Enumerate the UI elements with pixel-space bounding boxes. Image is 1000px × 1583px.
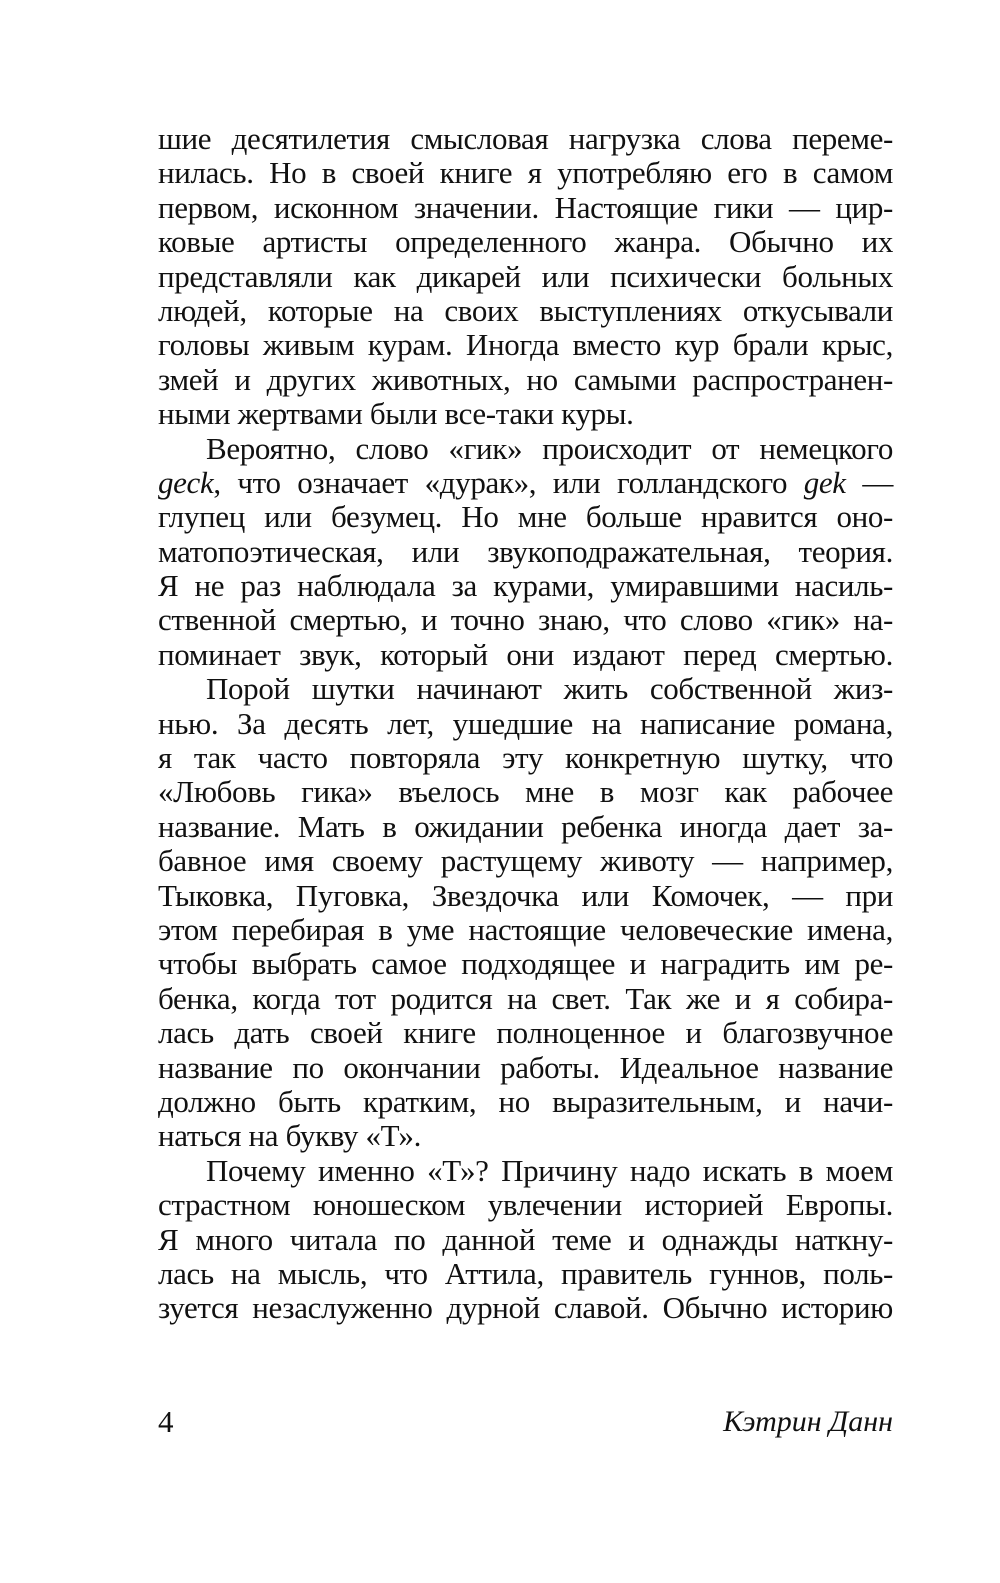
text-line: Вероятно, слово «гик» происходит от немецкого <box>206 430 893 466</box>
text-line: Почему именно «Т»? Причину надо искать в моем <box>206 1152 893 1188</box>
text-line: глупец или безумец. Но мне больше нравится оно- <box>158 499 893 535</box>
text-line: матопоэтическая, или звукоподражательная, теория. <box>158 533 893 569</box>
text-line: первом, исконном значении. Настоящие гики — цир- <box>158 189 893 225</box>
text-line: зуется незаслуженно дурной славой. Обычно историю <box>158 1290 893 1326</box>
text-line: Я не раз наблюдала за курами, умиравшими насиль- <box>158 568 893 604</box>
text-line: представляли как дикарей или психически больных <box>158 258 893 294</box>
text-line: змей и других животных, но самыми распространен- <box>158 361 893 397</box>
text-line: я так часто повторяла эту конкретную шутку, что <box>158 740 893 776</box>
text-line: чтобы выбрать самое подходящее и наградить им ре- <box>158 946 893 982</box>
text-line: geck, что означает «дурак», или голландского gek — <box>158 464 893 500</box>
text-line: лась на мысль, что Аттила, правитель гуннов, поль- <box>158 1255 893 1291</box>
text-line: нилась. Но в своей книге я употребляю его в самом <box>158 155 893 191</box>
text-line: «Любовь гика» въелось мне в мозг как рабочее <box>158 774 893 810</box>
body-text <box>158 122 893 1326</box>
text-line: лась дать своей книге полноценное и благозвучное <box>158 1015 893 1051</box>
text-line: наться на букву «Т». <box>158 1118 421 1154</box>
text-line: ственной смертью, и точно знаю, что слово «гик» на- <box>158 602 893 638</box>
text-line: бавное имя своему растущему животу — например, <box>158 843 893 879</box>
text-line: бенка, когда тот родится на свет. Так же и я собира- <box>158 980 893 1016</box>
text-line: людей, которые на своих выступлениях откусывали <box>158 292 893 328</box>
text-line: Порой шутки начинают жить собственной жиз- <box>206 671 893 707</box>
text-line: Я много читала по данной теме и однажды наткну- <box>158 1221 893 1257</box>
text-line: ковые артисты определенного жанра. Обычно их <box>158 224 893 260</box>
text-line: поминает звук, который они издают перед смертью. <box>158 636 893 672</box>
running-footer-author: Кэтрин Данн <box>723 1405 893 1438</box>
text-line: ными жертвами были все-таки куры. <box>158 396 634 432</box>
text-line: головы живым курам. Иногда вместо кур брали крыс, <box>158 327 893 363</box>
text-line: этом перебирая в уме настоящие человеческие имена, <box>158 911 893 947</box>
text-line: нью. За десять лет, ушедшие на написание романа, <box>158 705 893 741</box>
text-line: название. Мать в ожидании ребенка иногда дает за- <box>158 808 893 844</box>
page-number: 4 <box>158 1404 174 1439</box>
text-line: Тыковка, Пуговка, Звездочка или Комочек, — при <box>158 877 893 913</box>
text-line: должно быть кратким, но выразительным, и начи- <box>158 1083 893 1119</box>
text-line: название по окончании работы. Идеальное название <box>158 1049 893 1085</box>
text-line: шие десятилетия смысловая нагрузка слова переме- <box>158 121 893 156</box>
text-line: страстном юношеском увлечении историей Европы. <box>158 1187 893 1223</box>
